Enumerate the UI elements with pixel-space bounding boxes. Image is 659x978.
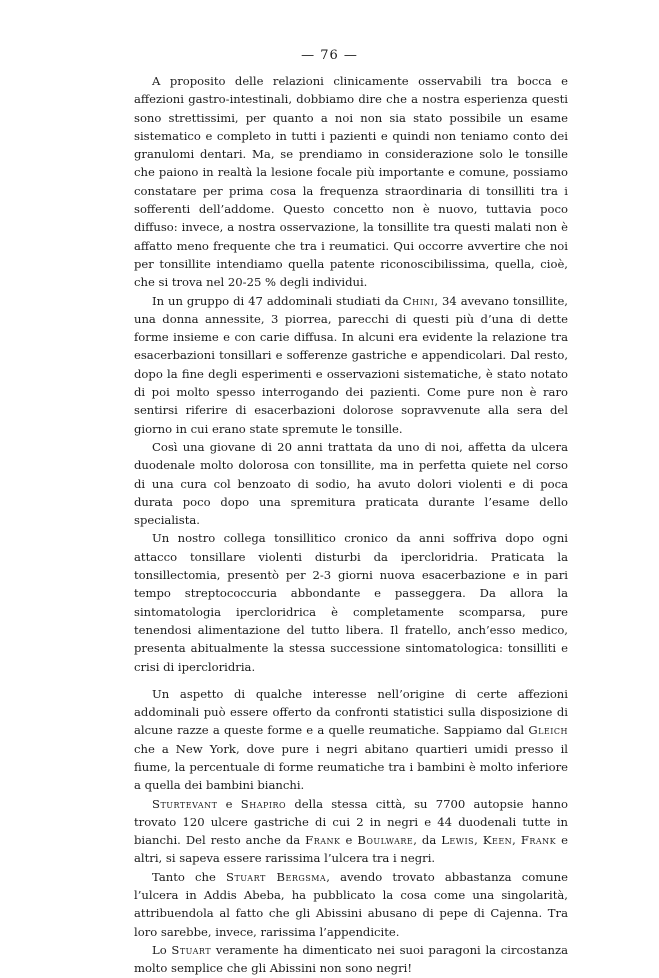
text-run: che a New York, dove pure i negri abitano quartieri umidi presso il fiume, la percentuale di forme reumatiche tra i bambini è molto inferiore a quella dei bambini bianchi. xyxy=(134,741,568,793)
body-text xyxy=(134,72,568,978)
author-name: Boulware xyxy=(357,833,414,848)
text-run: e xyxy=(340,833,358,848)
author-name: Shapiro xyxy=(240,796,287,811)
paragraph-case-young-woman: Così una giovane di 20 anni trattata da uno di noi, affetta da ulcera duodenale molto dolorosa con tonsillite, ma in perfetta quiete nel corso di una cura col benzoato di sodio, ha avuto dolori violenti e di poca durata poco dopo una spremitura praticata durante l’esame dello specialista. xyxy=(134,439,568,528)
paragraph-case-colleague: Un nostro collega tonsillitico cronico da anni soffriva dopo ogni attacco tonsillare violenti disturbi da ipercloridria. Praticata la tonsillectomia, presentò per 2-3 giorni nuova esacerbazione e in pari tempo streptococcuria abbondante e passeggera. Da allora la sintomatologia ipercloridrica è completamente scomparsa, pure tenendosi alimentazione del tutto libera. Il fratello, anch’esso medico, presenta abitualmente la stessa successione sintomatologica: tonsilliti e crisi di ipercloridria. xyxy=(134,531,568,674)
text-run: , xyxy=(512,833,521,848)
text-run: , xyxy=(474,833,483,848)
text-run: In un gruppo di 47 addominali studiati da xyxy=(152,293,403,308)
page-number: — 76 — xyxy=(301,48,358,63)
author-name: Chini xyxy=(402,293,435,308)
paragraph-race-statistics xyxy=(134,685,568,795)
author-name: Keen xyxy=(482,833,513,848)
paragraph-chini-study xyxy=(134,292,568,438)
text-run: della stessa città, su 7700 autopsie hanno trovato 120 ulcere gastriche di cui 2 in negri e 44 duodenali tutte in bianchi. Del resto anche da xyxy=(134,796,569,848)
author-name: Sturtevant xyxy=(152,796,218,811)
author-name: Frank xyxy=(305,833,341,848)
text-run: e altri, si sapeva essere rarissima l’ulcera tra i negri. xyxy=(134,833,569,866)
paragraph-autopsies xyxy=(134,795,568,868)
text-run: , 34 avevano tonsillite, una donna annessite, 3 piorrea, parecchi di questi più d’una di dette forme insieme e con carie diffusa. In alcuni era evidente la relazione tra esacerbazioni tonsillari e sofferenze gastriche e appendicolari. Dal resto, dopo la fine degli esperimenti e osservazioni sistematiche, è stato notato di poi molto spesso interrogando dei pazienti. Come pure non è raro sentirsi riferire di esacerbazioni dolorose sopravvenute alla sera del giorno in cui erano state spremute le tonsille. xyxy=(134,293,568,436)
paragraph-conclusion xyxy=(134,941,568,978)
author-name: Stuart xyxy=(171,942,212,957)
text-run: e xyxy=(217,796,241,811)
author-name: Lewis xyxy=(441,833,475,848)
text-run: , avendo trovato abbastanza comune l’ulcera in Addis Abeba, ha pubblicato la cosa come una singolarità, attribuendola al fatto che gli Abissini abusano di pepe di Cajenna. Tra loro sarebbe, invece, rarissima l’appendicite. xyxy=(134,869,568,939)
paragraph-addis-abeba xyxy=(134,868,568,941)
paragraph-tonsils-intro: A proposito delle relazioni clinicamente osservabili tra bocca e affezioni gastro-intestinali, dobbiamo dire che a nostra esperienza questi sono strettissimi, per quanto a noi non sia stato possibile un esame sistematico e completo in tutti i pazienti e quindi non teniamo conto dei granulomi dentari. Ma, se prendiamo in considerazione solo le tonsille che paiono in realtà la lesione focale più importante e comune, possiamo constatare per prima cosa la frequenza straordinaria di tonsilliti tra i sofferenti dell’addome. Questo concetto non è nuovo, tuttavia poco diffuso: invece, a nostra osservazione, la tonsillite tra questi malati non è affatto meno frequente che tra i reumatici. Qui occorre avvertire che noi per tonsillite intendiamo quella patente riconoscibilissima, quella, cioè, che si trova nel 20-25 % degli individui. xyxy=(134,74,568,290)
text-run: Lo xyxy=(152,942,172,957)
author-name: Stuart Bergsma xyxy=(226,869,327,884)
text-run: veramente ha dimenticato nei suoi paragoni la circostanza molto semplice che gli Abissini non sono negri! xyxy=(134,942,568,976)
author-name: Gleich xyxy=(528,723,568,738)
text-run: Tanto che xyxy=(152,869,227,884)
text-run: Un aspetto di qualche interesse nell’origine di certe affezioni addominali può essere offerto da confronti statistici sulla disposizione di alcune razze a queste forme e a quelle reumatiche. Sappiamo dal xyxy=(134,686,568,738)
author-name: Frank xyxy=(520,833,557,848)
text-run: , da xyxy=(413,833,442,848)
